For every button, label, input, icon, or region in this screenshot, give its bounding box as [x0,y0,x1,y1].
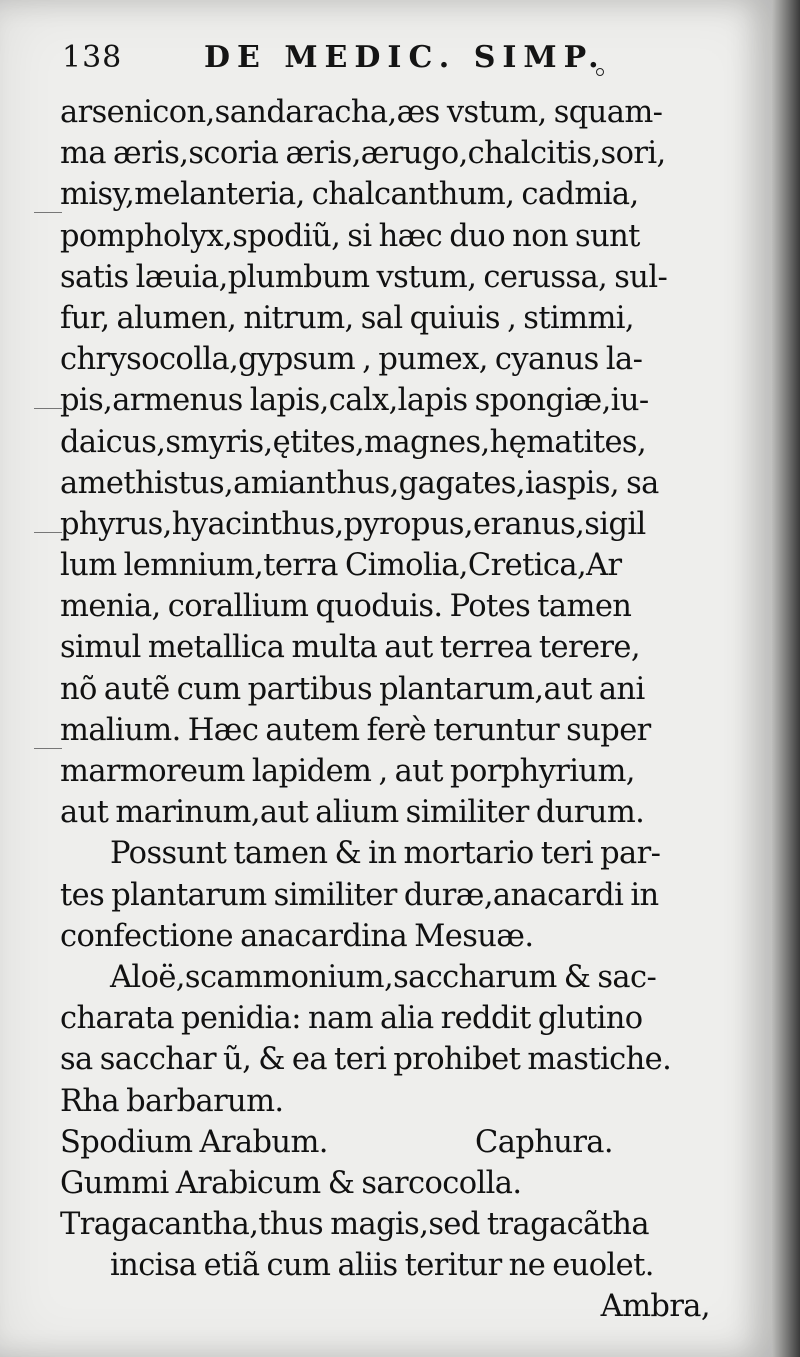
text-line [60,586,710,627]
text-line-content: chrysocolla,gypsum , pumex, cyanus la- [60,342,643,378]
text-line-content: misy,melanteria, chalcanthum, cadmia, [60,177,639,213]
body-text [60,92,710,1328]
page-number: 138 [62,40,123,75]
text-line-content: Rha barbarum. [60,1083,284,1119]
text-line [60,627,710,668]
text-line-content: lum lemnium,terra Cimolia,Cretica,Ar [60,548,622,584]
margin-dash [34,408,62,409]
text-line [60,875,710,916]
ink-dot-mark [596,68,604,76]
text-line [60,463,710,504]
text-line [60,998,710,1039]
text-line-content: pompholyx,spodiũ, si hæc duo non sunt [60,218,640,254]
text-line [60,504,710,545]
text-line-content: phyrus,hyacinthus,pyropus,eranus,sigil [60,506,646,542]
text-line [60,257,710,298]
margin-dash [34,212,62,213]
text-line [60,669,710,710]
text-line [60,710,710,751]
text-line [60,1081,710,1122]
text-line-content: tes plantarum similiter duræ,anacardi in [60,877,659,913]
text-line [60,339,710,380]
text-line [60,1245,710,1286]
text-line-content: ma æris,scoria æris,ærugo,chalcitis,sori, [60,136,666,172]
text-line [60,751,710,792]
text-line [60,1039,710,1080]
margin-dash [34,532,62,533]
text-line-content: pis,armenus lapis,calx,lapis spongiæ,iu- [60,383,649,419]
text-line-content: Possunt tamen & in mortario teri par- [110,836,661,872]
page-edge-shadow [772,0,800,1357]
text-line-content: fur, alumen, nitrum, sal quiuis , stimmi, [60,300,635,336]
text-line-content: simul metallica multa aut terrea terere, [60,630,640,666]
text-line [60,1286,710,1327]
text-line [60,380,710,421]
text-line-content: daicus,smyris,ętites,magnes,hęmatites, [60,424,647,460]
text-line-extra: Caphura. [475,1124,613,1160]
text-line [60,1204,710,1245]
text-line [60,916,710,957]
text-line-content: menia, corallium quoduis. Potes tamen [60,589,632,625]
text-line [60,833,710,874]
page-header [62,40,662,88]
text-line [60,133,710,174]
text-line [60,174,710,215]
text-line [60,422,710,463]
text-line [60,1163,710,1204]
text-line [60,1122,710,1163]
text-line-content: malium. Hæc autem ferè teruntur super [60,712,651,748]
text-line-content: sa sacchar ũ, & ea teri prohibet mastiche. [60,1042,672,1078]
text-line [60,216,710,257]
text-line-content: nõ autẽ cum partibus plantarum,aut ani [60,671,645,707]
text-line [60,957,710,998]
text-line-content: arsenicon,sandaracha,æs vstum, squam- [60,95,663,130]
text-line-content: amethistus,amianthus,gagates,iaspis, sa [60,465,659,501]
text-line-content: Ambra, [600,1289,710,1325]
text-line-content: Gummi Arabicum & sarcocolla. [60,1165,522,1201]
text-line-content: Tragacantha,thus magis,sed tragacãtha [60,1207,649,1243]
margin-dash [34,748,62,749]
text-line-content: incisa etiã cum aliis teritur ne euolet. [110,1248,654,1284]
text-line-content: aut marinum,aut alium similiter durum. [60,795,645,831]
text-line-content: marmoreum lapidem , aut porphyrium, [60,754,635,789]
text-line [60,792,710,833]
text-line [60,545,710,586]
text-line-content: Aloë,scammonium,saccharum & sac- [110,959,657,995]
text-line-content: Spodium Arabum. [60,1124,328,1160]
running-head: DE MEDIC. SIMP. [204,40,606,75]
text-line-content: satis læuia,plumbum vstum, cerussa, sul- [60,259,668,295]
text-line-content: charata penidia: nam alia reddit glutino [60,1001,643,1037]
text-line-content: confectione anacardina Mesuæ. [60,918,534,954]
text-line [60,298,710,339]
text-line [60,92,710,133]
